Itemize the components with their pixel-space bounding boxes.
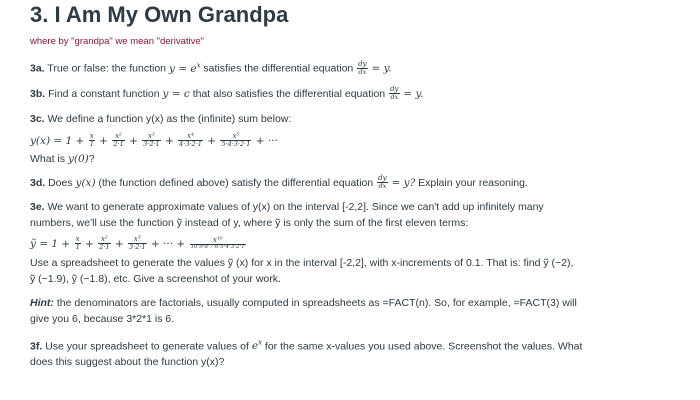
question-text: satisfies the differential equation xyxy=(200,62,357,75)
page-title: 3. I Am My Own Grandpa xyxy=(30,2,289,27)
question-3e-use-1: Use a spreadsheet to generate the values ỹ (x) for x in the interval [-2,2], with x-increments of 0.1. That is: find ỹ (−2), xyxy=(30,256,574,269)
hint-line2: give you 6, because 3*2*1 is 6. xyxy=(30,312,175,325)
term-denominator: 3·2·1 xyxy=(143,140,160,149)
term-denominator: 3·2·1 xyxy=(129,243,146,252)
plus-sign: + xyxy=(161,134,178,147)
question-3c-ask xyxy=(30,151,700,167)
question-3f-line2: does this suggest about the function y(x)? xyxy=(30,356,225,368)
series-tail: + ··· xyxy=(255,134,278,147)
fraction-dydx: $\frac{dy}{dx}$ xyxy=(390,85,399,102)
question-label: 3a. xyxy=(30,62,45,75)
term-numerator: x xyxy=(89,132,94,141)
series-term xyxy=(178,133,203,148)
series-dots: + ··· + xyxy=(150,237,186,250)
hint xyxy=(30,295,700,311)
series-term xyxy=(75,236,81,251)
question-text: ? xyxy=(88,152,95,165)
equation-end: = y. xyxy=(371,62,392,75)
question-3c xyxy=(30,111,700,127)
term-denominator: 1 xyxy=(89,140,94,149)
equation-fn: y = c xyxy=(162,87,190,100)
hint-text: the denominators are factorials, usually computed in spreadsheets as =FACT(n). So, for example, =FACT(3) will xyxy=(53,296,577,309)
question-label: 3c. xyxy=(30,112,45,125)
term-numerator: x xyxy=(75,235,80,244)
question-text: True or false: the function xyxy=(47,62,169,75)
question-3e-line2: numbers, we'll use the function ỹ instead of y, where ỹ is only the sum of the first eleven terms: xyxy=(30,216,469,229)
question-text: We define a function y(x) as the (infinite) sum below: xyxy=(47,112,292,125)
series-y xyxy=(30,133,700,149)
exponent: x xyxy=(258,338,262,347)
term-numerator: x² xyxy=(112,133,124,141)
series-term xyxy=(142,133,161,148)
term-denominator: 4·3·2·1 xyxy=(179,140,202,149)
question-text: We want to generate approximate values of y(x) on the interval [-2,2]. Since we can't add up infinitely many xyxy=(47,200,544,213)
term-numerator: x⁵ xyxy=(220,133,251,141)
equation xyxy=(169,63,201,75)
question-3b xyxy=(30,86,700,102)
series-last-term: $\frac{\text{x¹⁰}}{10\cdot 9\cdot 8\cdot 7\cdot 6\cdot 5\cdot 4\cdot 3\cdot 2\cdot 1}$ xyxy=(190,235,245,250)
series-term xyxy=(220,133,251,148)
question-text: What is xyxy=(30,152,68,165)
question-3f xyxy=(30,335,700,355)
question-3e-use-2: ỹ (−1.9), ỹ (−1.8), etc. Give a screenshot of your work. xyxy=(30,272,281,285)
term-numerator: x² xyxy=(98,236,110,244)
hint-label: Hint: xyxy=(30,296,54,309)
question-label: 3b. xyxy=(30,87,46,100)
equation-end: = y? xyxy=(391,176,416,189)
series-y-tilde xyxy=(30,236,700,252)
fraction-dydx: $\frac{dy}{dx}$ xyxy=(378,174,387,191)
term-numerator: x⁴ xyxy=(178,133,203,141)
term-denominator: 2·1 xyxy=(99,243,110,252)
question-3a xyxy=(30,57,700,77)
term-denominator: 5·4·3·2·1 xyxy=(221,140,251,149)
question-text: Find a constant function xyxy=(48,87,163,100)
question-text: (the function defined above) satisfy the differential equation xyxy=(95,176,377,189)
equation-fn: y = e xyxy=(168,62,197,75)
term-numerator: x³ xyxy=(142,133,161,141)
plus-sign: + xyxy=(203,134,220,147)
term-denominator: 2·1 xyxy=(113,140,124,149)
question-label: 3f. xyxy=(30,340,43,352)
plus-sign: + xyxy=(81,237,98,250)
plus-sign: + xyxy=(111,237,128,250)
question-label: 3e. xyxy=(30,200,45,213)
question-3e xyxy=(30,199,700,215)
term-denominator: 1 xyxy=(75,243,80,252)
series-term xyxy=(89,133,95,148)
plus-sign: + xyxy=(125,134,142,147)
question-text: that also satisfies the differential equation xyxy=(189,87,389,100)
question-text: Explain your reasoning. xyxy=(415,176,528,189)
question-text: Use your spreadsheet to generate values of xyxy=(45,340,252,352)
term-numerator: x³ xyxy=(128,236,147,244)
series-term xyxy=(112,133,124,148)
series-terms xyxy=(88,132,253,149)
series-term xyxy=(128,236,147,251)
equation-end: = y. xyxy=(403,87,424,100)
fraction-dydx: $\frac{dy}{dx}$ xyxy=(358,60,367,77)
question-text: for the same x-values you used above. Screenshot the values. What xyxy=(262,340,583,352)
question-text: Does xyxy=(48,176,76,189)
equation: $e^x$ xyxy=(251,338,262,352)
exponent: x xyxy=(196,61,201,69)
equation: y(0) xyxy=(67,152,89,165)
series-term xyxy=(98,236,110,251)
equation: y(x) xyxy=(75,176,96,189)
series-terms xyxy=(74,235,148,252)
series-lhs: ỹ = 1 + xyxy=(30,237,71,250)
question-label: 3d. xyxy=(30,176,46,189)
question-3d xyxy=(30,175,700,191)
page-subtitle: where by "grandpa" we mean "derivative" xyxy=(30,36,205,47)
plus-sign: + xyxy=(95,134,112,147)
series-lhs: y(x) = 1 + xyxy=(30,134,85,147)
